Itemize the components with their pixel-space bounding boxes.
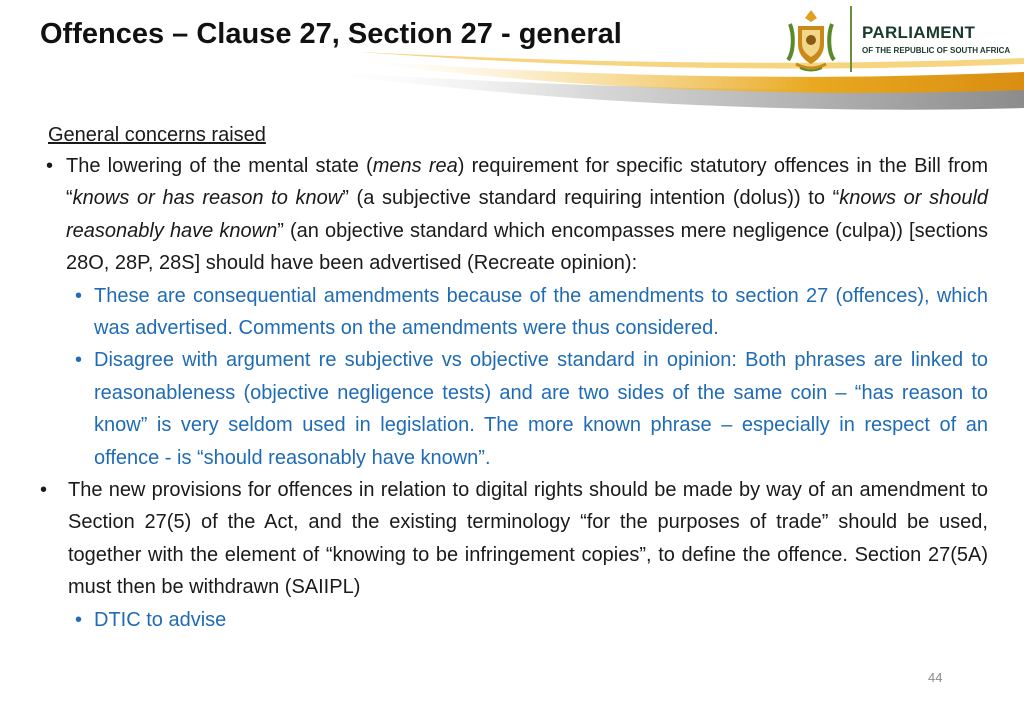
sub-bullet-dtic-advise: • DTIC to advise: [40, 604, 988, 636]
bullet-icon: •: [46, 155, 54, 177]
bullet-icon: •: [75, 608, 83, 631]
bullet-icon: •: [75, 284, 83, 307]
logo-divider: [850, 6, 852, 72]
bullet-digital-rights: • The new provisions for offences in relation to digital rights should be made by way of an amendment to Section 27(5) of the Act, and the existing terminology “for the purposes of trade” should be used, together with the element of “knowing to be infringement copies”, to define the offence. Section 27(5A) must then be withdrawn (SAIIPL): [40, 474, 988, 604]
sub-bullet-consequential-amendments: • These are consequential amendments because of the amendments to section 27 (offences), which was advertised. Comments on the amendments were thus considered.: [40, 280, 988, 345]
page-title: Offences – Clause 27, Section 27 - general: [40, 18, 622, 50]
page-number: 44: [928, 670, 943, 685]
section-heading: General concerns raised: [48, 124, 266, 146]
bullet-icon: •: [75, 349, 83, 372]
parliament-brand: [862, 24, 1010, 55]
brand-subtitle: OF THE REPUBLIC OF SOUTH AFRICA: [862, 46, 1011, 55]
bullet-mens-rea: • The lowering of the mental state (mens rea) requirement for specific statutory offences in the Bill from “knows or has reason to know” (a subjective standard requiring intention (dolus)) to “knows or should reasonably have known” (an objective standard which encompasses mere negligence (culpa)) [sections 28O, 28P, 28S] should have been advertised (Recreate opinion):: [40, 150, 988, 280]
coat-of-arms-icon: [776, 6, 846, 76]
sub-bullet-disagree-argument: • Disagree with argument re subjective vs objective standard in opinion: Both phrases are linked to reasonableness (objective negligence tests) and are two sides of the same coin – “has reason to know” is very seldom used in legislation. The more known phrase – especially in respect of an offence - is “should reasonably have known”.: [40, 344, 988, 474]
slide-body: [40, 120, 988, 636]
bullet-icon: •: [40, 479, 48, 502]
brand-name: PARLIAMENT: [862, 23, 976, 42]
